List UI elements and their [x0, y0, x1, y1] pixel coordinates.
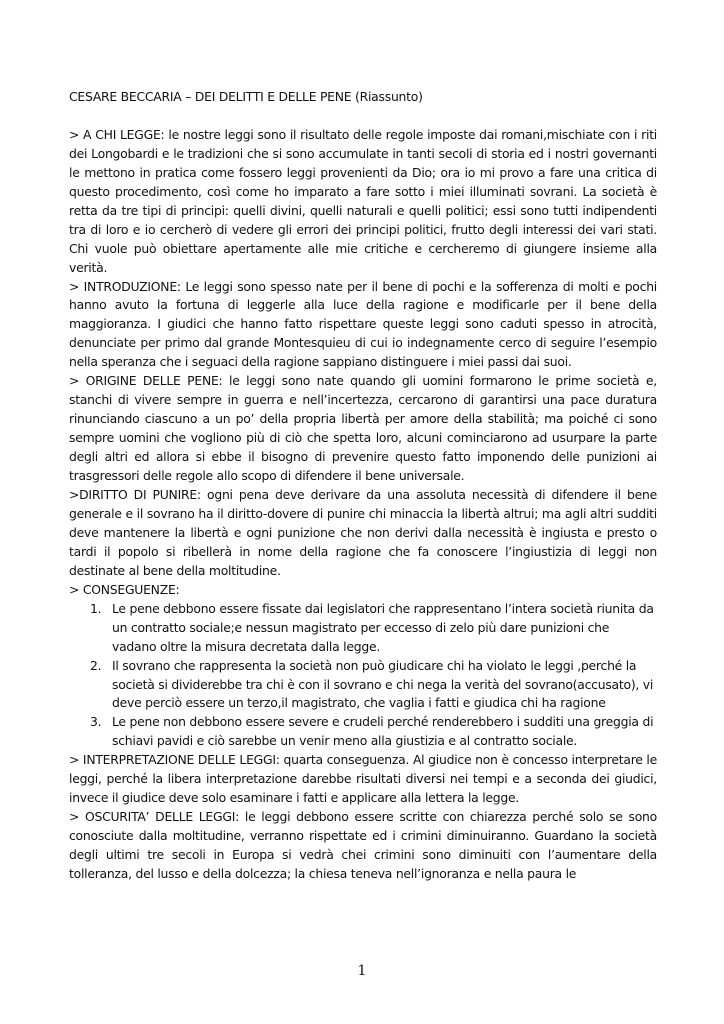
- conseguenze-list: [69, 600, 657, 752]
- list-item-text: Le pene debbono essere fissate dai legislatori che rappresentano l’intera società riunita da un contratto sociale;e nessun magistrato per eccesso di zelo più dare punizioni che vadano oltre la misura decretata dalla legge.: [112, 600, 654, 654]
- list-item: [69, 600, 657, 657]
- section-origine-delle-pene: > ORIGINE DELLE PENE: le leggi sono nate quando gli uomini formarono le prime società e, stanchi di vivere sempre in guerra e nell’incertezza, cercarono di garantirsi una pace duratura rinunciando ciascuno a un po’ della propria libertà per amore della stabilità; ma poiché ci sono sempre uomini che vogliono più di ciò che spetta loro, alcuni cominciarono ad usurpare la parte degli altri ed allora si ebbe il bisogno di prevenire questo fatto imponendo delle punizioni ai trasgressori delle regole allo scopo di difendere il bene universale.: [69, 373, 657, 484]
- document-page: [69, 88, 657, 884]
- list-item-number: 3.: [90, 714, 102, 730]
- section-interpretazione: > INTERPRETAZIONE DELLE LEGGI: quarta conseguenza. Al giudice non è concesso interpretare le leggi, perché la libera interpretazione darebbe risultati diversi nei tempi e a seconda dei giudici, invece il giudice deve solo esaminare i fatti e applicare alla lettera la legge.: [69, 752, 657, 806]
- list-item: [69, 713, 657, 751]
- list-item-number: 2.: [90, 657, 102, 673]
- list-item-number: 1.: [90, 600, 102, 616]
- section-diritto-di-punire: >DIRITTO DI PUNIRE: ogni pena deve derivare da una assoluta necessità di difendere il bene generale e il sovrano ha il diritto-dovere di punire chi minaccia la libertà altrui; ma agli altri sudditi deve mantenere la libertà e ogni punizione che non derivi dalla necessità è ingiusta e presto o tardi il popolo si ribellerà in nome della ragione che fa conoscere l’ingiustizia di leggi non destinate al bene della moltitudine.: [69, 487, 657, 578]
- section-conseguenze-heading: > CONSEGUENZE:: [69, 581, 180, 597]
- list-item-text: Le pene non debbono essere severe e crudeli perché renderebbero i sudditi una greggia di schiavi pavidi e ciò sarebbe un venir meno alla giustizia e al contratto sociale.: [112, 714, 654, 749]
- section-oscurita: > OSCURITA’ DELLE LEGGI: le leggi debbono essere scritte con chiarezza perché solo se sono conosciute dalla moltitudine, verranno rispettate ed i crimini diminuiranno. Guardano la società degli ultimi tre secoli in Europa si vedrà chei crimini sono diminuiti con l’aumentare della tolleranza, del lusso e della dolcezza; la chiesa teneva nell’ignoranza e nella paura le: [69, 809, 657, 882]
- page-number: 1: [357, 963, 367, 979]
- list-item-text: Il sovrano che rappresenta la società non può giudicare chi ha violato le leggi ,perché la società si dividerebbe tra chi è con il sovrano e chi nega la verità del sovrano(accusato), vi deve perciò essere un terzo,il magistrato, che vaglia i fatti e giudica chi ha ragione: [112, 657, 654, 711]
- document-title: CESARE BECCARIA – DEI DELITTI E DELLE PENE (Riassunto): [69, 89, 423, 104]
- section-a-chi-legge: > A CHI LEGGE: le nostre leggi sono il risultato delle regole imposte dai romani,mischiate con i riti dei Longobardi e le tradizioni che si sono accumulate in tanti secoli di storia ed i nostri governanti le mettono in pratica come fossero leggi provenienti da Dio; ora io mi provo a fare una critica di questo procedimento, così come ho imparato a fare sotto i miei illuminati sovrani. La società è retta da tre tipi di principi: quelli divini, quelli naturali e quelli politici; essi sono tutti indipendenti tra di loro e io cercherò di vedere gli errori dei principi politici, frutto degli interessi dei vari stati. Chi vuole può obiettare apertamente alle mie critiche e cercheremo di giungere insieme alla verità.: [69, 126, 657, 275]
- list-item: [69, 657, 657, 714]
- section-introduzione: > INTRODUZIONE: Le leggi sono spesso nate per il bene di pochi e la sofferenza di molti e pochi hanno avuto la fortuna di leggerle alla luce della ragione e modificarle per il bene della maggioranza. I giudici che hanno fatto rispettare queste leggi sono caduti spesso in atrocità, denunciate per primo dal grande Montesquieu di cui io indegnamente cerco di seguire l’esempio nella speranza che i seguaci della ragione sappiano distinguere i miei passi dai suoi.: [69, 278, 657, 370]
